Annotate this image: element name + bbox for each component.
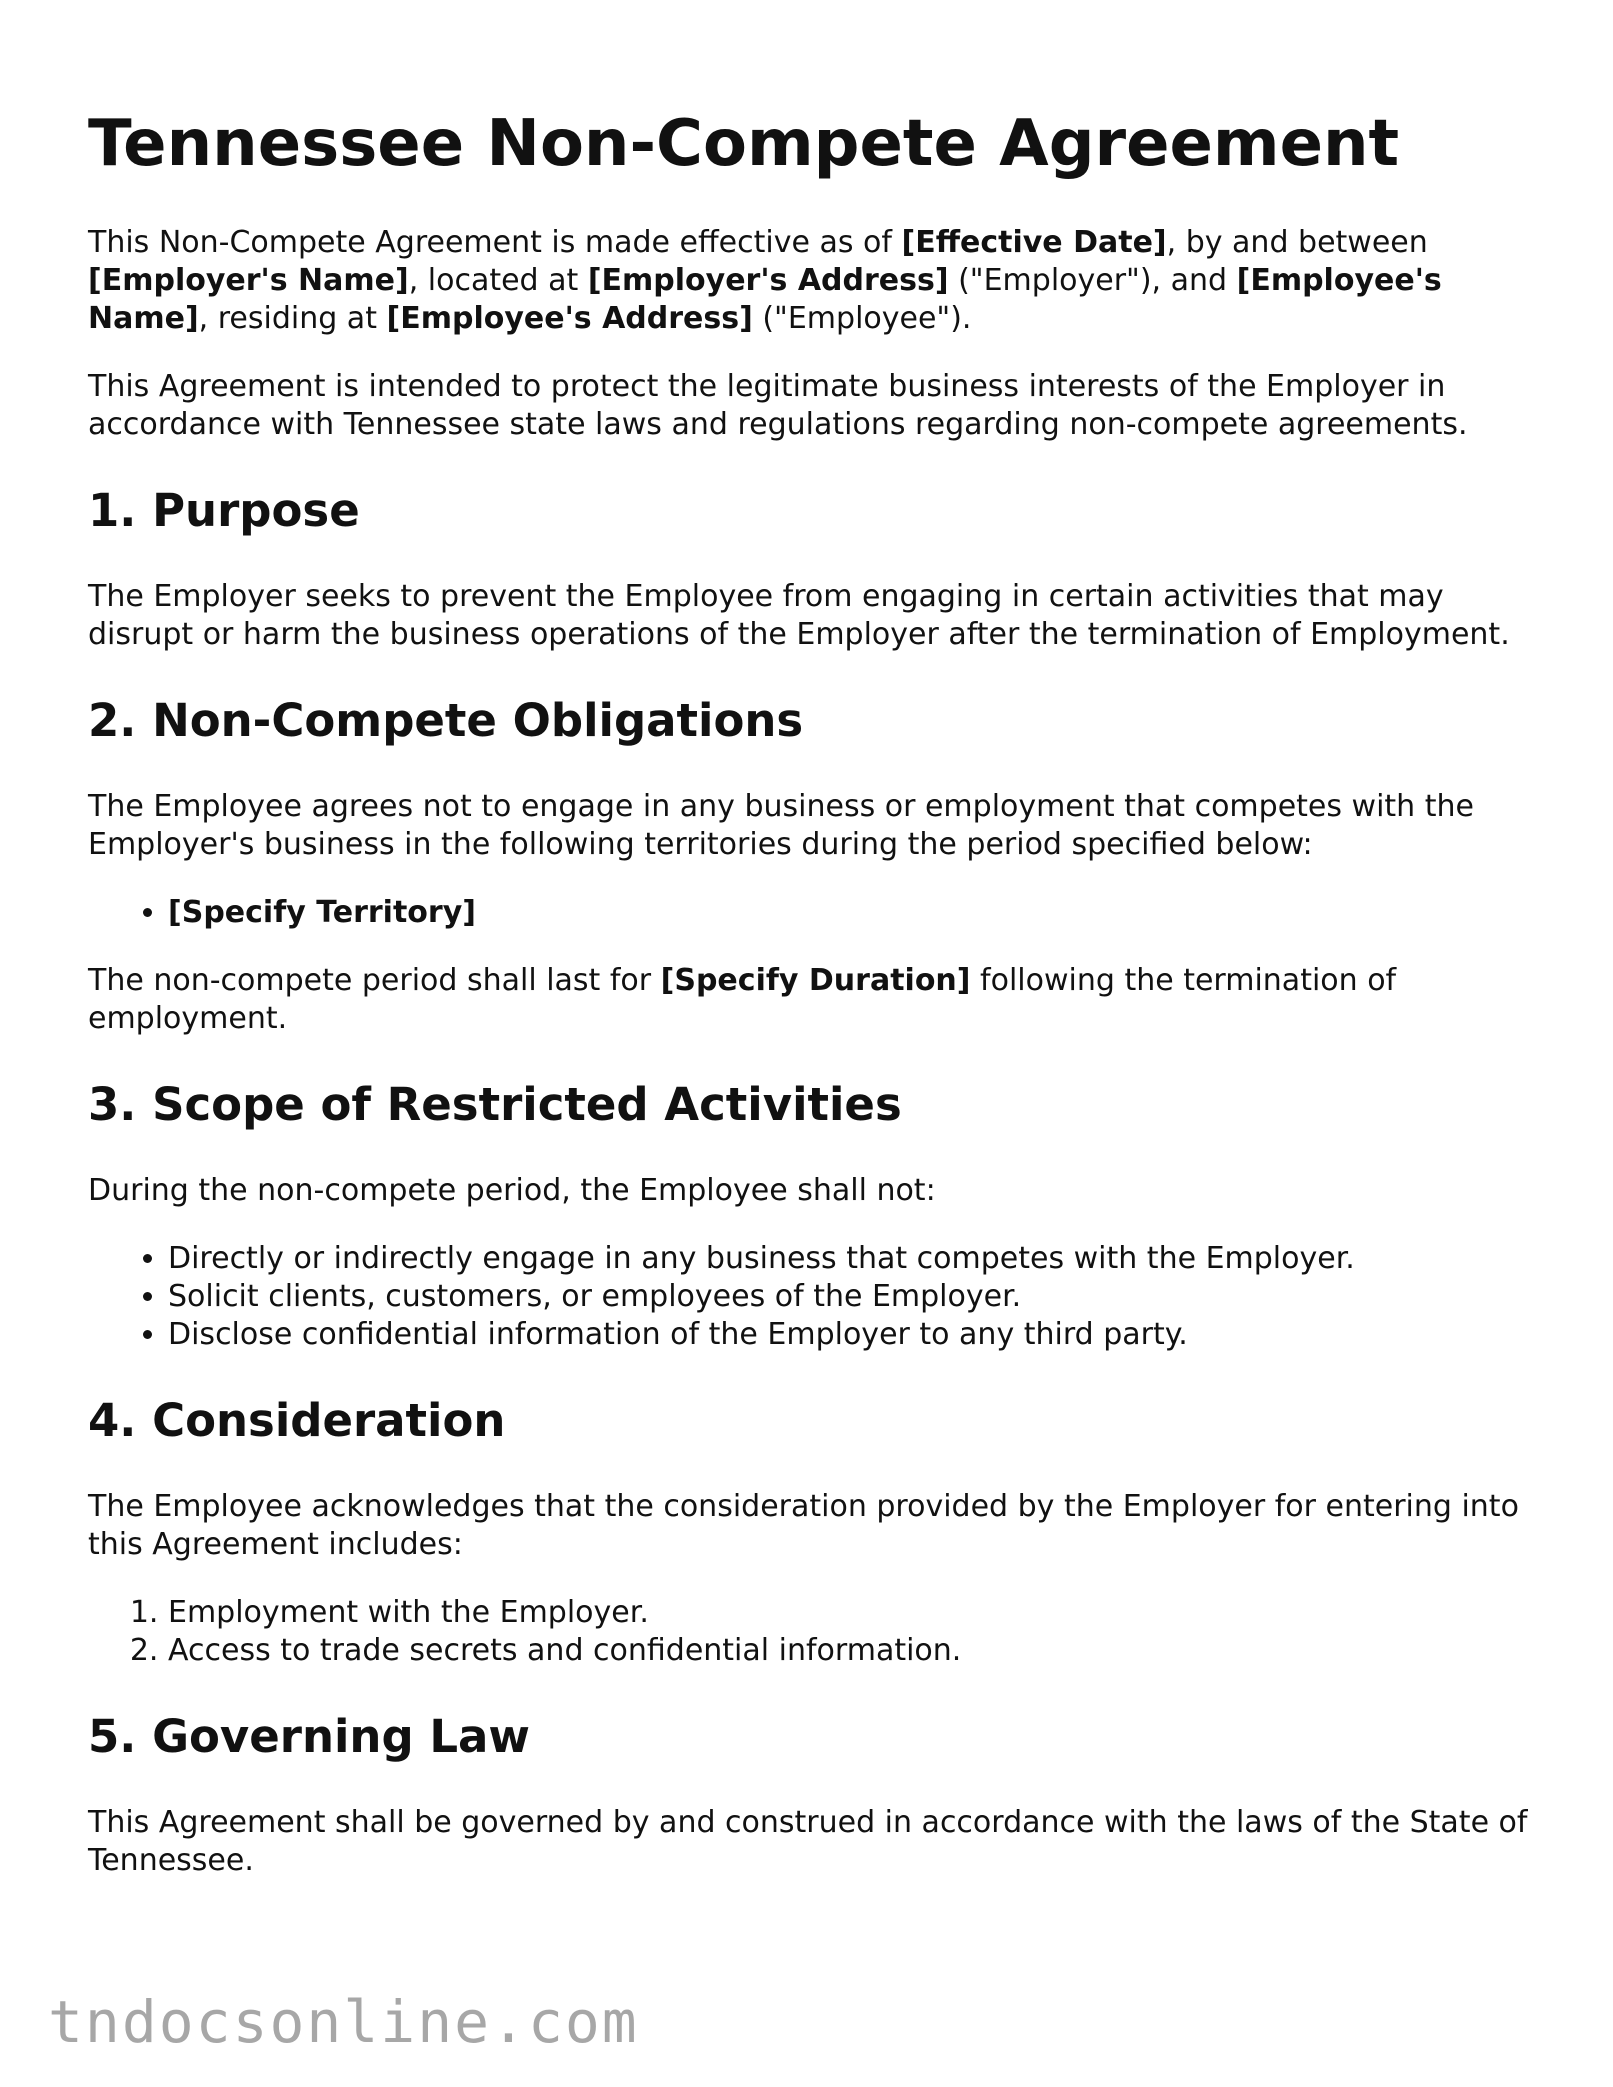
section-heading-consideration: 4. Consideration bbox=[88, 1393, 506, 1447]
territory-list bbox=[88, 894, 1528, 932]
section-text-governing-law: This Agreement shall be governed by and construed in accordance with the laws of the State of Tennessee. bbox=[88, 1804, 1528, 1878]
intro-text: ("Employee"). bbox=[752, 300, 972, 336]
period-text: The non-compete period shall last for bbox=[88, 962, 661, 998]
section-text-consideration: The Employee acknowledges that the consideration provided by the Employer for entering into this Agreement includes: bbox=[88, 1488, 1519, 1562]
list-item: • Disclose confidential information of the Employer to any third party. bbox=[168, 1316, 1528, 1354]
intro-text: ("Employer"), and bbox=[948, 262, 1237, 298]
intro-paragraph-purpose: This Agreement is intended to protect the legitimate business interests of the Employer in accordance with Tennessee state laws and regulations regarding non-compete agreements. bbox=[88, 368, 1468, 442]
list-item: 2. Access to trade secrets and confidential information. bbox=[168, 1632, 1528, 1670]
list-item bbox=[168, 894, 1528, 932]
employee-name-placeholder: [Employee's Name] bbox=[88, 262, 1442, 336]
employer-address-placeholder: [Employer's Address] bbox=[587, 262, 949, 298]
site-watermark: tndocsonline.com bbox=[48, 1988, 639, 2056]
section-heading-scope: 3. Scope of Restricted Activities bbox=[88, 1077, 902, 1131]
document-title: Tennessee Non-Compete Agreement bbox=[88, 107, 1400, 181]
restricted-activities-list bbox=[88, 1240, 1528, 1354]
intro-paragraph-parties bbox=[88, 224, 1528, 338]
document-page bbox=[88, 108, 1528, 1910]
list-item: • Solicit clients, customers, or employees of the Employer. bbox=[168, 1278, 1528, 1316]
employee-address-placeholder: [Employee's Address] bbox=[386, 300, 753, 336]
intro-text: , residing at bbox=[198, 300, 387, 336]
intro-text: , located at bbox=[408, 262, 588, 298]
intro-text: , by and between bbox=[1166, 224, 1428, 260]
list-item: 1. Employment with the Employer. bbox=[168, 1594, 1528, 1632]
effective-date-placeholder: [Effective Date] bbox=[901, 224, 1167, 260]
intro-text: This Non-Compete Agreement is made effective as of bbox=[88, 224, 902, 260]
duration-placeholder: [Specify Duration] bbox=[660, 962, 971, 998]
consideration-list bbox=[88, 1594, 1528, 1670]
list-item: • Directly or indirectly engage in any business that competes with the Employer. bbox=[168, 1240, 1528, 1278]
territory-placeholder: [Specify Territory] bbox=[168, 894, 476, 930]
section-text-period bbox=[88, 962, 1528, 1038]
period-text: following the termination of employment. bbox=[88, 962, 1397, 1036]
section-heading-obligations: 2. Non-Compete Obligations bbox=[88, 693, 804, 747]
section-heading-purpose: 1. Purpose bbox=[88, 483, 360, 537]
employer-name-placeholder: [Employer's Name] bbox=[88, 262, 409, 298]
section-text-purpose: The Employer seeks to prevent the Employee from engaging in certain activities that may disrupt or harm the business operations of the Employer after the termination of Employment. bbox=[88, 578, 1510, 652]
section-heading-governing-law: 5. Governing Law bbox=[88, 1709, 530, 1763]
section-text-scope: During the non-compete period, the Employee shall not: bbox=[88, 1172, 936, 1208]
section-text-obligations: The Employee agrees not to engage in any business or employment that competes with the Employer's business in the following territories during the period specified below: bbox=[88, 788, 1474, 862]
